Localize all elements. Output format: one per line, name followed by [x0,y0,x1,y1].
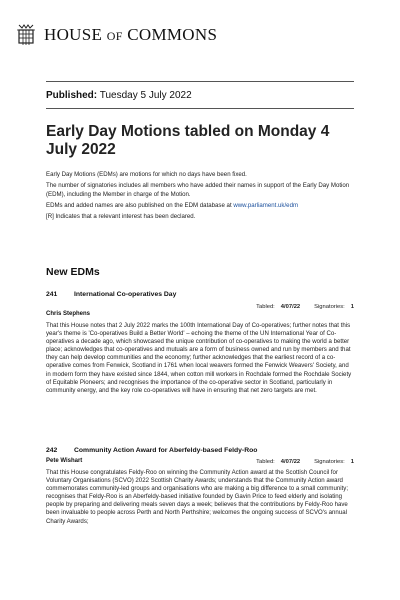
house-name-commons: COMMONS [127,25,218,44]
tabled-date: 4/07/22 [280,459,301,465]
edm-sponsor: Pete Wishart [46,458,83,464]
house-name [44,25,217,45]
tabled-label: Tabled: [256,304,275,310]
signatories-count: 1 [350,459,354,465]
edm-number: 242 [46,447,58,454]
edm-meta [46,304,354,310]
mid-divider [46,108,354,109]
signatories-label: Signatories: [314,459,345,465]
section-title: New EDMs [46,266,100,278]
house-name-of: OF [106,29,123,43]
tabled-date: 4/07/22 [280,304,301,310]
edm-heading [46,447,354,454]
edm-motion-text: That this House notes that 2 July 2022 marks the 100th International Day of Co-operatives; further notes that this year's theme is 'Co-operatives Build a Better World' – echoing the theme of the UN International Year of Co-operatives a decade ago, which showcased the unique contribution of co-operatives to making the world a better place; acknowledges that co-operatives and mutuals are a form of business owned and run by members and that they can help develop communities and the economy; further acknowledges that the earliest record of a co-operative comes from Fenwick, Scotland in 1761 when local weavers formed the Fenwick Weavers' Society, and in modern form they have existed since 1844, when cotton mill workers in Rochdale formed the Rochdale Society of Equitable Pioneers; and recognises the importance of the co-operative sector in Scotland, particularly in community energy, and the key role co-operatives will have in ensuring that net zero targets are met. [46,322,352,394]
published-date: Tuesday 5 July 2022 [99,90,192,101]
edm-number: 241 [46,291,58,298]
top-divider [46,81,354,82]
intro-paragraph-2: The number of signatories includes all members who have added their names in support of the Early Day Motion (EDM), including the Member in charge of the Motion. [46,182,350,198]
edm-heading [46,291,354,298]
intro-paragraph-4: [R] Indicates that a relevant interest has been declared. [46,213,196,221]
edm-item [46,291,354,395]
edm-motion-text: That this House congratulates Feldy-Roo on winning the Community Action award at the Scottish Council for Voluntary Organisations (SCVO) 2022 Scottish Charity Awards; understands that the Community Action award commemorates community-led groups and organisations who are making a big difference to a small community; recognises that Feldy-Roo is an Aberfeldy-based initiative founded by Gavin Price to feed elderly and isolating people by preparing and delivering meals seven days a week; believes that the contributions by Feldy-Roo have been invaluable to people across Perth and North Perthshire; welcomes the ongoing success of SCVO's annual Charity Awards; [46,469,349,525]
intro-text [46,171,354,225]
edm-database-link[interactable]: www.parliament.uk/edm [233,201,299,209]
signatories-label: Signatories: [314,304,345,310]
publication-line [46,90,192,101]
house-name-house: HOUSE [44,25,103,44]
intro-paragraph-1: Early Day Motions (EDMs) are motions for which no days have been fixed. [46,171,247,178]
signatories-count: 1 [350,304,354,310]
tabled-label: Tabled: [256,459,275,465]
portcullis-icon [16,23,36,47]
edm-item [46,447,354,526]
edm-title: Community Action Award for Aberfeldy-based Feldy-Roo [74,447,258,454]
edm-sponsor: Chris Stephens [46,311,91,317]
published-label: Published: [46,90,98,101]
page-title: Early Day Motions tabled on Monday 4 July 2022 [46,123,330,158]
edm-title: International Co-operatives Day [74,291,177,298]
intro-paragraph-3: EDMs and added names are also published on the EDM database at www.parliament.uk/edm [46,201,299,209]
page-header [16,22,217,48]
